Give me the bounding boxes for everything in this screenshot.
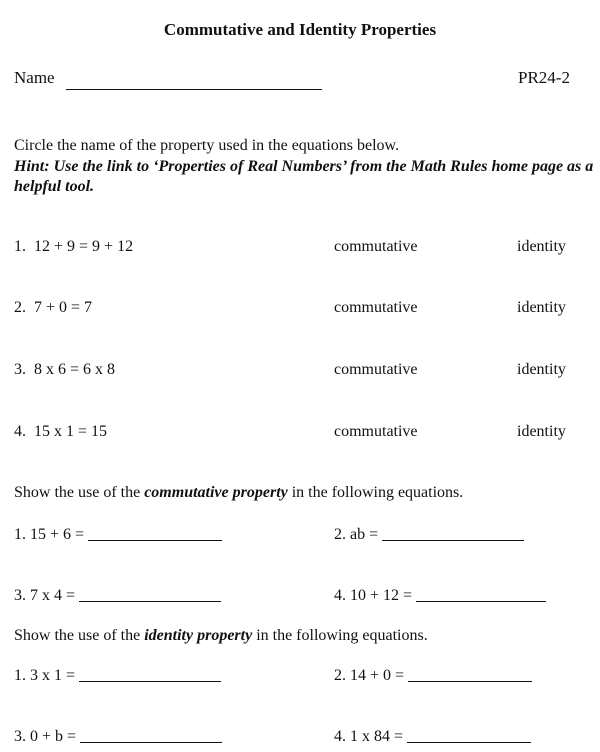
answer-blank[interactable] [382,540,524,541]
option-commutative-1[interactable]: commutative [334,238,418,255]
option-commutative-2[interactable]: commutative [334,299,418,316]
commutative-item-3: 3. 7 x 4 = [14,587,221,605]
answer-blank[interactable] [88,540,222,541]
identity-item-4: 4. 1 x 84 = [334,728,531,746]
identity-emphasis: identity property [144,627,253,644]
answer-blank[interactable] [408,681,532,682]
commutative-section-heading: Show the use of the commutative property in the following equations. [14,484,464,501]
hint-text: Hint: Use the link to ‘Properties of Real Numbers’ from the Math Rules home page as a helpful tool. [14,158,594,195]
commutative-emphasis: commutative property [144,484,288,501]
equation: 12 + 9 = 9 + 12 [34,238,134,255]
worksheet-title: Commutative and Identity Properties [163,20,437,39]
commutative-item-4: 4. 10 + 12 = [334,587,546,605]
property-item-3 [14,361,115,379]
commutative-item-2: 2. ab = [334,526,524,544]
property-item-4 [14,423,107,441]
answer-blank[interactable] [79,681,221,682]
identity-item-3: 3. 0 + b = [14,728,222,746]
option-identity-2[interactable]: identity [517,299,566,316]
equation: 8 x 6 = 6 x 8 [34,361,116,378]
identity-item-2: 2. 14 + 0 = [334,667,532,685]
name-blank-line[interactable] [66,89,322,90]
answer-blank[interactable] [407,742,531,743]
name-label: Name [14,68,55,87]
item-number: 2. [14,299,26,316]
option-commutative-3[interactable]: commutative [334,361,418,378]
item-number: 1. [14,238,26,255]
answer-blank[interactable] [80,742,222,743]
option-commutative-4[interactable]: commutative [334,423,418,440]
property-item-2 [14,299,92,317]
identity-item-1: 1. 3 x 1 = [14,667,221,685]
option-identity-4[interactable]: identity [517,423,566,440]
item-number: 3. [14,361,26,378]
instructions: Circle the name of the property used in the equations below. [14,137,400,154]
answer-blank[interactable] [79,601,221,602]
commutative-item-1: 1. 15 + 6 = [14,526,222,544]
item-number: 4. [14,423,26,440]
option-identity-3[interactable]: identity [517,361,566,378]
answer-blank[interactable] [416,601,546,602]
option-identity-1[interactable]: identity [517,238,566,255]
equation: 7 + 0 = 7 [34,299,93,316]
property-item-1 [14,238,133,256]
equation: 15 x 1 = 15 [34,423,108,440]
identity-section-heading: Show the use of the identity property in the following equations. [14,627,428,644]
worksheet-code: PR24-2 [518,68,570,87]
